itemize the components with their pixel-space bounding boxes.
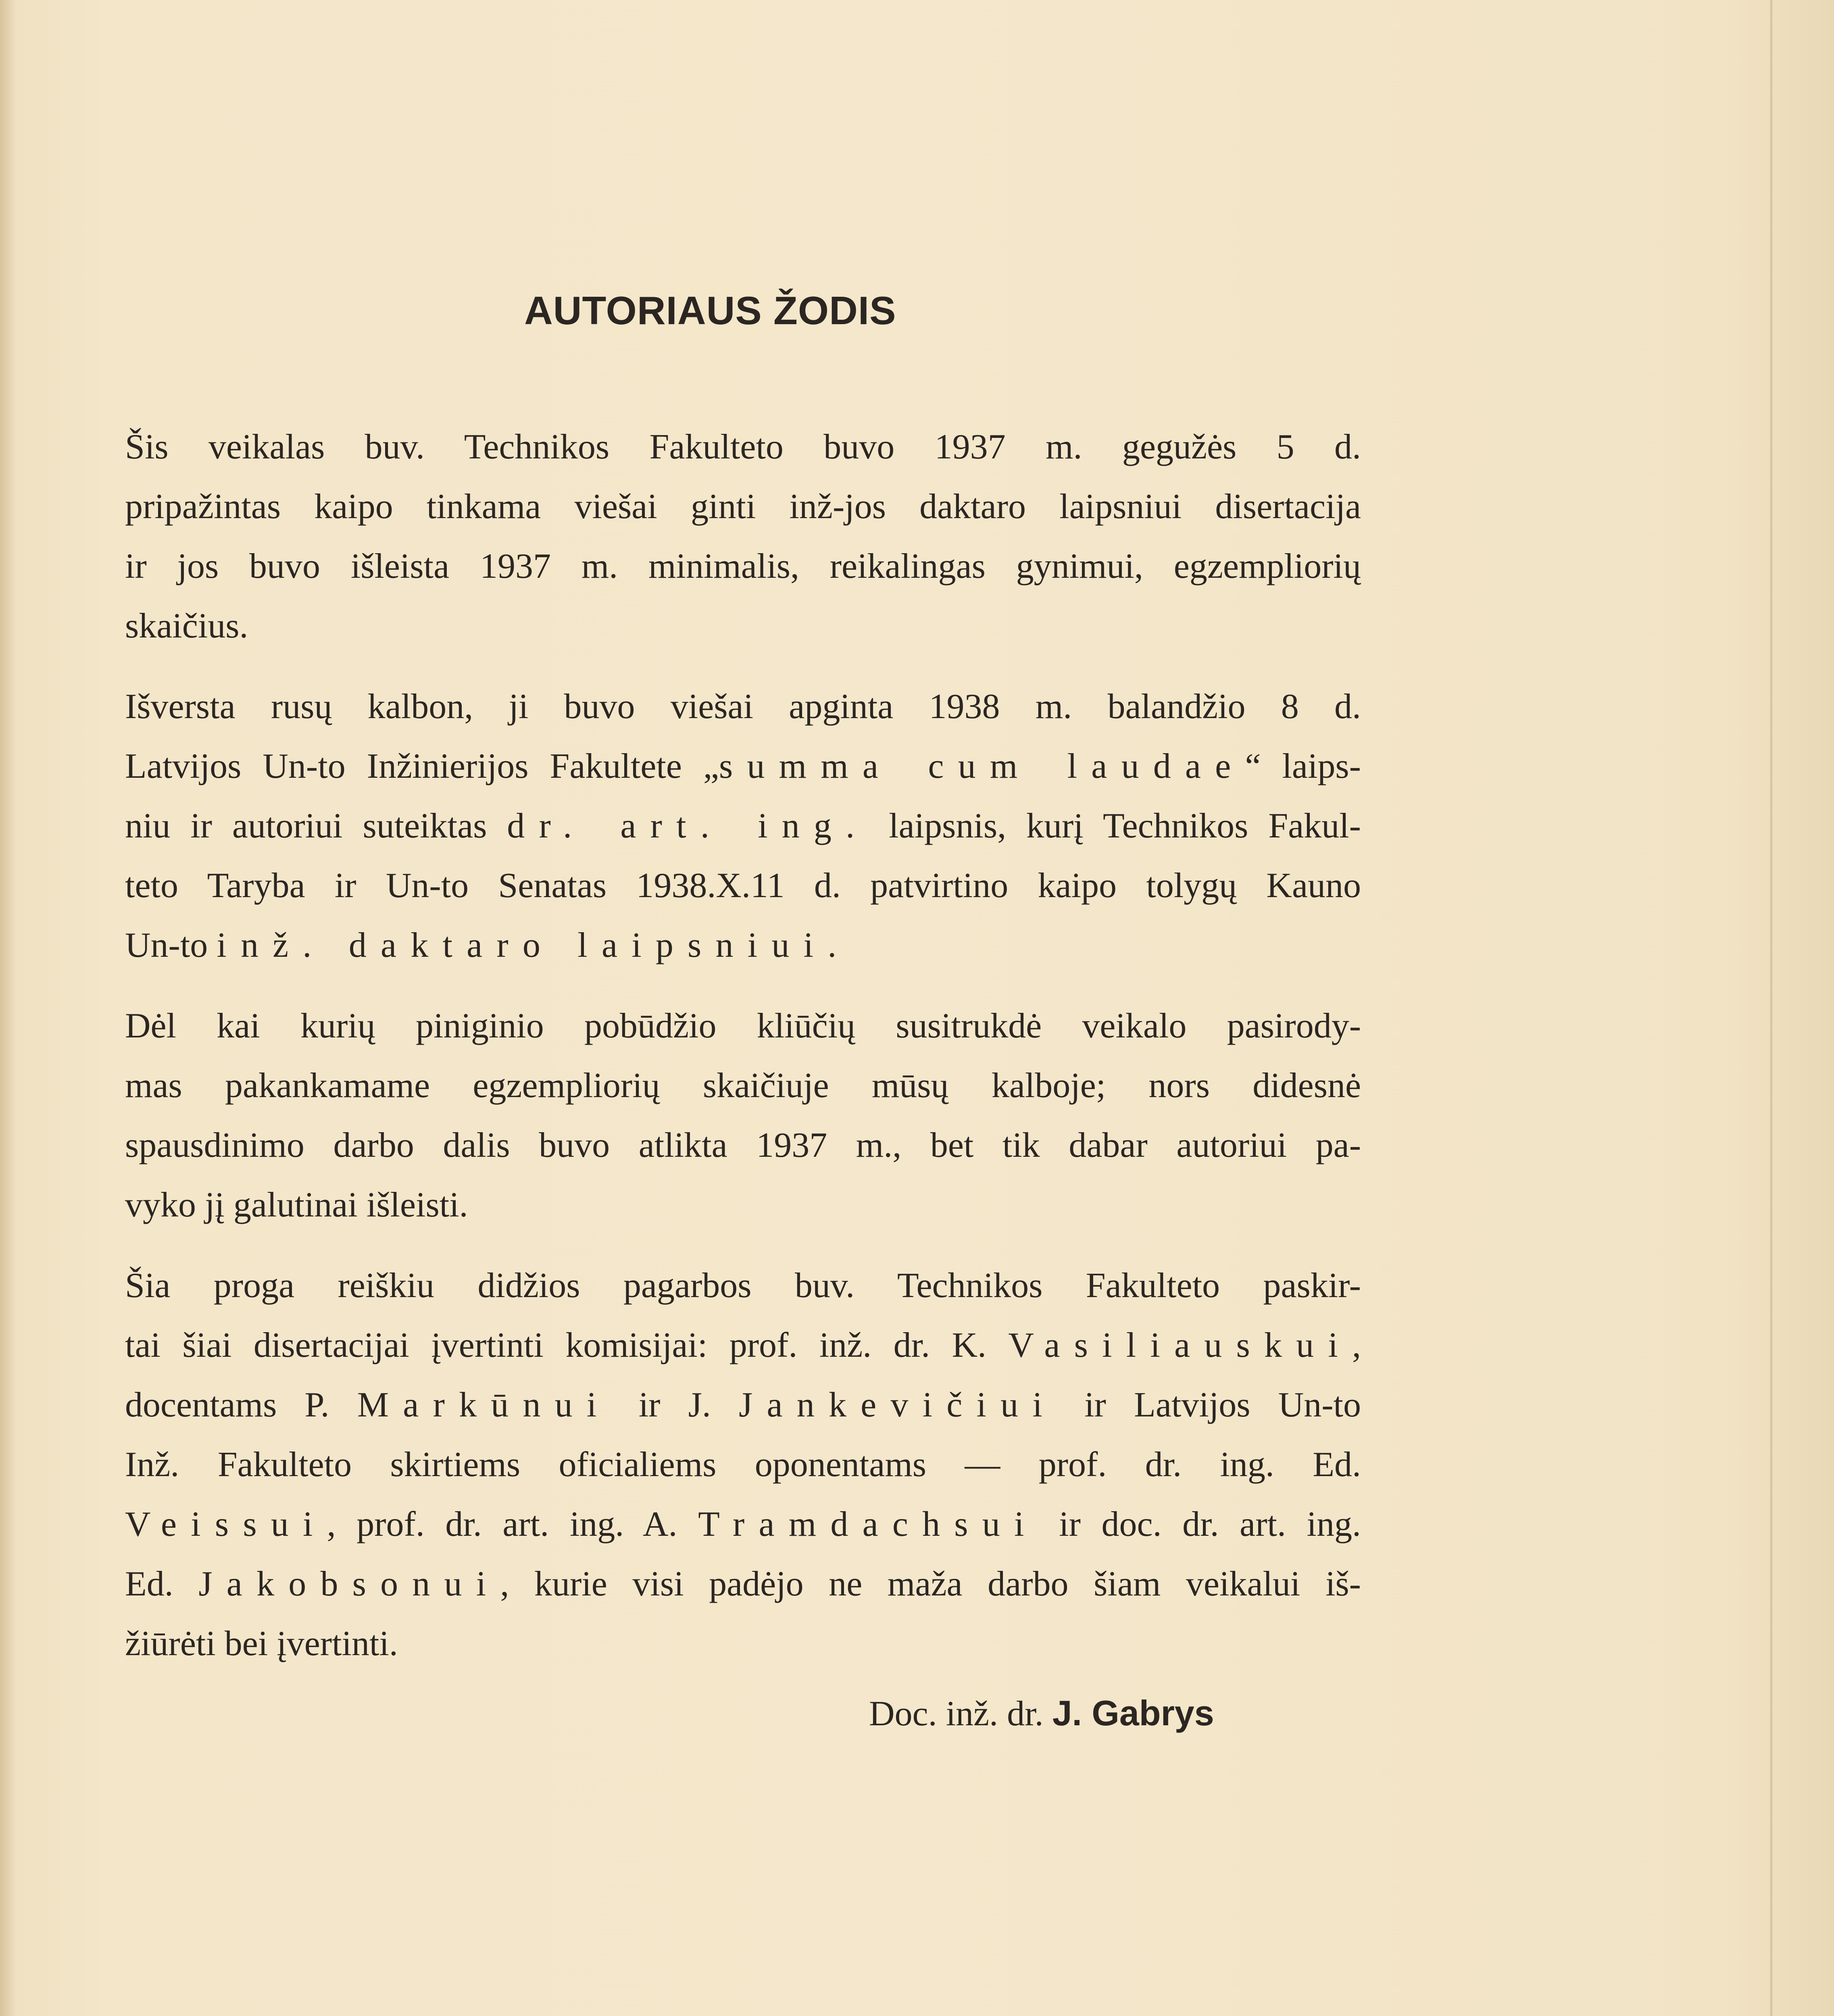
- text-segment: žiūrėti bei įvertinti.: [125, 1624, 398, 1663]
- text-segment: ir jos buvo išleista 1937 m. minimalis, reikalingas gynimui, egzempliorių: [125, 547, 1361, 586]
- text-line: [125, 1256, 1361, 1316]
- text-line: [125, 737, 1361, 796]
- text-line: [125, 1175, 1361, 1235]
- text-segment: docentams P.: [125, 1385, 357, 1425]
- page-title: AUTORIAUS ŽODIS: [524, 288, 896, 333]
- text-line: [125, 537, 1361, 596]
- paragraph: [125, 677, 1361, 975]
- spaced-text: Tramdachsui: [698, 1505, 1038, 1544]
- paragraph: [125, 1256, 1361, 1674]
- text-segment: ir Latvijos Un-to: [1057, 1385, 1361, 1425]
- text-line: [125, 856, 1361, 916]
- paragraph: [125, 996, 1361, 1235]
- text-line: [125, 1614, 1361, 1674]
- spaced-text: Veissui: [125, 1505, 327, 1544]
- page-edge-shadow: [0, 0, 16, 2016]
- spaced-text: Vasiliauskui: [1008, 1326, 1352, 1365]
- text-segment: Šis veikalas buv. Technikos Fakulteto buvo 1937 m. gegužės 5 d.: [125, 427, 1361, 467]
- spaced-text: inž. daktaro laipsniui.: [217, 926, 851, 965]
- text-line: [125, 596, 1361, 656]
- text-line: [125, 996, 1361, 1056]
- spaced-text: summa cum laudae: [719, 747, 1245, 786]
- text-segment: Latvijos Un-to Inžinierijos Fakultete „: [125, 747, 719, 786]
- text-segment: pripažintas kaipo tinkama viešai ginti inž-jos daktaro laipsniui disertacija: [125, 487, 1361, 526]
- text-segment: Un-to: [125, 926, 217, 965]
- spaced-text: Markūnui: [357, 1385, 611, 1425]
- text-segment: skaičius.: [125, 606, 248, 646]
- author-signature: [869, 1683, 1214, 1744]
- text-segment: “ laips-: [1245, 747, 1361, 786]
- text-line: [125, 477, 1361, 537]
- paragraph: [125, 417, 1361, 656]
- spaced-text: Jankevičiui: [739, 1385, 1057, 1425]
- text-line: [125, 1554, 1361, 1614]
- page-fold-line: [1770, 0, 1772, 2016]
- text-segment: niu ir autoriui suteiktas: [125, 806, 507, 846]
- text-segment: spausdinimo darbo dalis buvo atlikta 1937 m., bet tik dabar autoriui pa-: [125, 1126, 1361, 1165]
- text-segment: laipsnis, kurį Technikos Fakul-: [869, 806, 1361, 846]
- text-line: [125, 1316, 1361, 1375]
- text-line: [125, 1116, 1361, 1175]
- spaced-text: Jakobsonui: [198, 1564, 500, 1604]
- text-segment: Inž. Fakulteto skirtiems oficialiems oponentams — prof. dr. ing. Ed.: [125, 1445, 1361, 1484]
- text-segment: mas pakankamame egzempliorių skaičiuje mūsų kalboje; nors didesnė: [125, 1066, 1361, 1105]
- signature-name: J. Gabrys: [1052, 1693, 1214, 1733]
- text-line: [125, 1495, 1361, 1554]
- text-line: [125, 1375, 1361, 1435]
- text-segment: teto Taryba ir Un-to Senatas 1938.X.11 d. patvirtino kaipo tolygų Kauno: [125, 866, 1361, 905]
- text-segment: ir J.: [611, 1385, 739, 1425]
- text-line: [125, 1056, 1361, 1116]
- text-line: [125, 796, 1361, 856]
- text-segment: vyko jį galutinai išleisti.: [125, 1185, 468, 1225]
- text-line: [125, 677, 1361, 737]
- text-segment: Ed.: [125, 1564, 199, 1604]
- text-line: [125, 417, 1361, 477]
- text-segment: Šia proga reiškiu didžios pagarbos buv. Technikos Fakulteto paskir-: [125, 1266, 1361, 1305]
- text-line: [125, 916, 1361, 975]
- text-segment: Išversta rusų kalbon, ji buvo viešai apginta 1938 m. balandžio 8 d.: [125, 687, 1361, 726]
- signature-prefix: Doc. inž. dr.: [869, 1694, 1052, 1733]
- body-text: [125, 417, 1361, 1695]
- text-segment: ,: [1352, 1326, 1361, 1365]
- text-segment: tai šiai disertacijai įvertinti komisijai: prof. inž. dr. K.: [125, 1326, 1009, 1365]
- text-segment: , prof. dr. art. ing. A.: [327, 1505, 698, 1544]
- text-line: [125, 1435, 1361, 1495]
- text-segment: , kurie visi padėjo ne maža darbo šiam veikalui iš-: [500, 1564, 1361, 1604]
- spaced-text: dr. art. ing.: [507, 806, 869, 846]
- text-segment: ir doc. dr. art. ing.: [1038, 1505, 1361, 1544]
- text-segment: Dėl kai kurių piniginio pobūdžio kliūčių susitrukdė veikalo pasirody-: [125, 1006, 1361, 1045]
